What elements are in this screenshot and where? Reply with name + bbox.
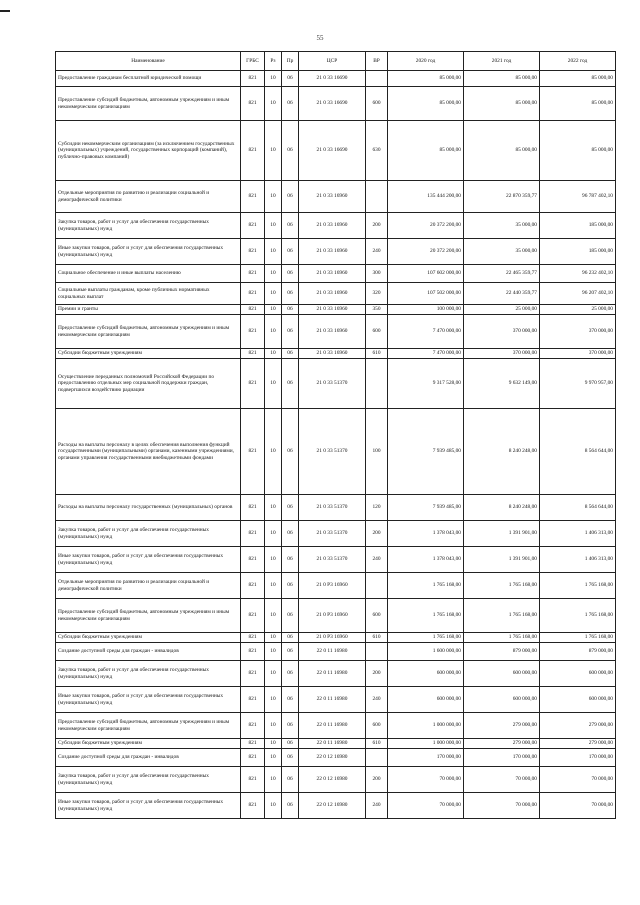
row-2021-cell: 25 000,00: [464, 305, 540, 315]
row-csr-cell: 21 0 33 16960: [299, 265, 366, 283]
row-grbs-cell: 821: [241, 793, 265, 819]
row-csr-cell: 21 0 P3 16960: [299, 633, 366, 643]
row-2021-cell: 170 000,00: [464, 749, 540, 767]
row-vr-cell: 100: [366, 409, 388, 495]
row-rz-cell: 10: [265, 305, 282, 315]
row-2020-cell: 1 765 168,00: [388, 573, 464, 599]
row-name-cell: Субсидии бюджетным учреждениям: [56, 739, 241, 749]
row-csr-cell: 21 0 33 16690: [299, 71, 366, 87]
table-row: [56, 793, 616, 819]
row-2021-cell: 1 765 168,00: [464, 633, 540, 643]
row-rz-cell: 10: [265, 633, 282, 643]
row-2020-cell: 100 000,00: [388, 305, 464, 315]
row-2022-cell: 9 970 957,00: [540, 359, 616, 409]
row-2022-cell: 170 000,00: [540, 749, 616, 767]
table-row: [56, 739, 616, 749]
row-vr-cell: 200: [366, 213, 388, 239]
row-2021-cell: 70 000,00: [464, 767, 540, 793]
row-2022-cell: 370 000,00: [540, 315, 616, 349]
table-row: [56, 283, 616, 305]
row-csr-cell: 22 0 11 16980: [299, 739, 366, 749]
row-vr-cell: 610: [366, 349, 388, 359]
row-2020-cell: 1 600 000,00: [388, 643, 464, 661]
header-rz: Рз: [265, 52, 282, 71]
row-2021-cell: 85 000,00: [464, 71, 540, 87]
row-csr-cell: 21 0 33 16960: [299, 349, 366, 359]
row-csr-cell: 21 0 33 16960: [299, 239, 366, 265]
table-row: [56, 305, 616, 315]
row-grbs-cell: 821: [241, 213, 265, 239]
row-pr-cell: 06: [282, 409, 299, 495]
row-pr-cell: 06: [282, 599, 299, 633]
row-name-cell: Иные закупки товаров, работ и услуг для обеспечения государственных (муниципальных) нужд: [56, 687, 241, 713]
row-2020-cell: 20 372 200,00: [388, 213, 464, 239]
table-row: [56, 315, 616, 349]
table-row: [56, 687, 616, 713]
row-name-cell: Создание доступной среды для граждан - инвалидов: [56, 749, 241, 767]
row-name-cell: Отдельные мероприятия по развитию и реализации социальной и демографической политики: [56, 181, 241, 213]
table-row: [56, 349, 616, 359]
page-number: 55: [316, 34, 324, 42]
row-pr-cell: 06: [282, 71, 299, 87]
row-vr-cell: 240: [366, 793, 388, 819]
row-2020-cell: 170 000,00: [388, 749, 464, 767]
row-grbs-cell: 821: [241, 749, 265, 767]
row-2022-cell: 185 000,00: [540, 239, 616, 265]
row-grbs-cell: 821: [241, 687, 265, 713]
row-vr-cell: 600: [366, 315, 388, 349]
row-grbs-cell: 821: [241, 305, 265, 315]
row-2022-cell: 1 406 313,00: [540, 521, 616, 547]
table-row: [56, 87, 616, 121]
row-vr-cell: 200: [366, 767, 388, 793]
row-grbs-cell: 821: [241, 599, 265, 633]
row-pr-cell: 06: [282, 739, 299, 749]
row-pr-cell: 06: [282, 573, 299, 599]
row-rz-cell: 10: [265, 793, 282, 819]
row-grbs-cell: 821: [241, 573, 265, 599]
row-2020-cell: 7 939 485,00: [388, 409, 464, 495]
row-2021-cell: 85 000,00: [464, 87, 540, 121]
row-2022-cell: 370 000,00: [540, 349, 616, 359]
row-rz-cell: 10: [265, 181, 282, 213]
row-name-cell: Создание доступной среды для граждан - инвалидов: [56, 643, 241, 661]
row-rz-cell: 10: [265, 213, 282, 239]
table-row: [56, 633, 616, 643]
row-rz-cell: 10: [265, 71, 282, 87]
row-name-cell: Предоставление гражданам бесплатной юридической помощи: [56, 71, 241, 87]
row-grbs-cell: 821: [241, 315, 265, 349]
row-2020-cell: 9 317 528,00: [388, 359, 464, 409]
table-row: [56, 359, 616, 409]
table-row: [56, 547, 616, 573]
header-2022: 2022 год: [540, 52, 616, 71]
row-2022-cell: 8 564 644,00: [540, 495, 616, 521]
row-grbs-cell: 821: [241, 181, 265, 213]
row-pr-cell: 06: [282, 349, 299, 359]
row-name-cell: Расходы на выплаты персоналу государственных (муниципальных) органов: [56, 495, 241, 521]
row-2022-cell: 96 207 402,10: [540, 283, 616, 305]
row-vr-cell: 320: [366, 283, 388, 305]
table-row: [56, 573, 616, 599]
row-2020-cell: 7 939 485,00: [388, 495, 464, 521]
row-vr-cell: [366, 573, 388, 599]
row-2020-cell: 107 502 000,00: [388, 283, 464, 305]
row-2022-cell: 600 000,00: [540, 661, 616, 687]
table-row: [56, 521, 616, 547]
row-csr-cell: 22 0 11 16980: [299, 643, 366, 661]
row-name-cell: Иные закупки товаров, работ и услуг для обеспечения государственных (муниципальных) нужд: [56, 547, 241, 573]
row-name-cell: Социальные выплаты гражданам, кроме публичных нормативных социальных выплат: [56, 283, 241, 305]
row-grbs-cell: 821: [241, 547, 265, 573]
row-rz-cell: 10: [265, 283, 282, 305]
row-2021-cell: 1 391 901,00: [464, 547, 540, 573]
row-vr-cell: [366, 181, 388, 213]
row-pr-cell: 06: [282, 749, 299, 767]
row-pr-cell: 06: [282, 767, 299, 793]
row-pr-cell: 06: [282, 121, 299, 181]
table-row: [56, 121, 616, 181]
row-vr-cell: 240: [366, 547, 388, 573]
row-2021-cell: 370 000,00: [464, 349, 540, 359]
row-2020-cell: 1 765 168,00: [388, 633, 464, 643]
row-name-cell: Закупка товаров, работ и услуг для обеспечения государственных (муниципальных) нужд: [56, 661, 241, 687]
row-2022-cell: 1 765 168,00: [540, 633, 616, 643]
row-pr-cell: 06: [282, 283, 299, 305]
row-2021-cell: 35 000,00: [464, 213, 540, 239]
row-csr-cell: 22 0 11 16980: [299, 661, 366, 687]
row-csr-cell: 22 0 12 16980: [299, 749, 366, 767]
row-2021-cell: 8 240 248,00: [464, 495, 540, 521]
row-2021-cell: 600 000,00: [464, 687, 540, 713]
row-2020-cell: 1 378 043,00: [388, 521, 464, 547]
row-vr-cell: 300: [366, 265, 388, 283]
row-pr-cell: 06: [282, 495, 299, 521]
row-2021-cell: 9 632 149,00: [464, 359, 540, 409]
row-2020-cell: 20 372 200,00: [388, 239, 464, 265]
row-vr-cell: 630: [366, 121, 388, 181]
row-2021-cell: 8 240 248,00: [464, 409, 540, 495]
row-2020-cell: 85 000,00: [388, 87, 464, 121]
row-csr-cell: 21 0 33 16960: [299, 315, 366, 349]
row-grbs-cell: 821: [241, 239, 265, 265]
row-pr-cell: 06: [282, 181, 299, 213]
row-csr-cell: 21 0 P3 16960: [299, 599, 366, 633]
row-2022-cell: 85 000,00: [540, 121, 616, 181]
row-2021-cell: 279 000,00: [464, 739, 540, 749]
table-row: [56, 265, 616, 283]
row-name-cell: Расходы на выплаты персоналу в целях обеспечения выполнения функций государственными (муниципальными) органами, казенными учреждениями, органами управления государственными внебюджетными фондами: [56, 409, 241, 495]
row-csr-cell: 21 0 33 51370: [299, 359, 366, 409]
row-name-cell: Субсидии некоммерческим организациям (за исключением государственных (муниципальных) учреждений, государственных корпораций (компаний), публично-правовых компаний): [56, 121, 241, 181]
row-vr-cell: [366, 71, 388, 87]
row-pr-cell: 06: [282, 213, 299, 239]
row-name-cell: Предоставление субсидий бюджетным, автономным учреждениям и иным некоммерческим организациям: [56, 713, 241, 739]
row-pr-cell: 06: [282, 265, 299, 283]
row-2020-cell: 7 470 000,00: [388, 315, 464, 349]
row-2021-cell: 22 870 359,77: [464, 181, 540, 213]
row-csr-cell: 22 0 12 16980: [299, 793, 366, 819]
row-grbs-cell: 821: [241, 283, 265, 305]
row-grbs-cell: 821: [241, 521, 265, 547]
row-2020-cell: 1 765 168,00: [388, 599, 464, 633]
row-2022-cell: 8 564 644,00: [540, 409, 616, 495]
row-pr-cell: 06: [282, 359, 299, 409]
row-name-cell: Премии и гранты: [56, 305, 241, 315]
row-rz-cell: 10: [265, 687, 282, 713]
row-2020-cell: 85 000,00: [388, 121, 464, 181]
table-body: [56, 71, 616, 819]
row-name-cell: Предоставление субсидий бюджетным, автономным учреждениям и иным некоммерческим организациям: [56, 315, 241, 349]
row-csr-cell: 22 0 11 16980: [299, 687, 366, 713]
row-pr-cell: 06: [282, 793, 299, 819]
row-2022-cell: 185 000,00: [540, 213, 616, 239]
row-rz-cell: 10: [265, 495, 282, 521]
row-grbs-cell: 821: [241, 71, 265, 87]
row-2020-cell: 135 444 200,00: [388, 181, 464, 213]
table-row: [56, 713, 616, 739]
row-rz-cell: 10: [265, 713, 282, 739]
row-grbs-cell: 821: [241, 643, 265, 661]
row-2021-cell: 1 391 901,00: [464, 521, 540, 547]
row-2021-cell: 70 000,00: [464, 793, 540, 819]
header-csr: ЦСР: [299, 52, 366, 71]
row-vr-cell: [366, 749, 388, 767]
row-2020-cell: 1 000 000,00: [388, 713, 464, 739]
row-rz-cell: 10: [265, 121, 282, 181]
row-2022-cell: 96 787 402,10: [540, 181, 616, 213]
row-rz-cell: 10: [265, 661, 282, 687]
table-row: [56, 643, 616, 661]
row-2022-cell: 1 406 313,00: [540, 547, 616, 573]
row-csr-cell: 22 0 12 16980: [299, 767, 366, 793]
row-name-cell: Закупка товаров, работ и услуг для обеспечения государственных (муниципальных) нужд: [56, 521, 241, 547]
table-row: [56, 749, 616, 767]
row-2022-cell: 25 000,00: [540, 305, 616, 315]
row-rz-cell: 10: [265, 359, 282, 409]
row-2020-cell: 107 602 000,00: [388, 265, 464, 283]
row-2022-cell: 1 765 168,00: [540, 573, 616, 599]
row-csr-cell: 21 0 P3 16960: [299, 573, 366, 599]
row-2021-cell: 85 000,00: [464, 121, 540, 181]
row-name-cell: Осуществление переданных полномочий Российской Федерации по предоставлению отдельных мер социальной поддержки граждан, подвергшихся воздействию радиации: [56, 359, 241, 409]
row-vr-cell: 120: [366, 495, 388, 521]
row-2021-cell: 1 765 168,00: [464, 573, 540, 599]
header-grbs: ГРБС: [241, 52, 265, 71]
row-rz-cell: 10: [265, 739, 282, 749]
row-vr-cell: 240: [366, 687, 388, 713]
table-row: [56, 767, 616, 793]
row-2020-cell: 1 000 000,00: [388, 739, 464, 749]
header-vr: ВР: [366, 52, 388, 71]
row-grbs-cell: 821: [241, 359, 265, 409]
row-pr-cell: 06: [282, 713, 299, 739]
row-2022-cell: 879 000,00: [540, 643, 616, 661]
row-name-cell: Иные закупки товаров, работ и услуг для обеспечения государственных (муниципальных) нужд: [56, 239, 241, 265]
row-csr-cell: 21 0 33 16960: [299, 305, 366, 315]
row-csr-cell: 21 0 33 16960: [299, 181, 366, 213]
table-row: [56, 661, 616, 687]
row-2022-cell: 85 000,00: [540, 87, 616, 121]
row-pr-cell: 06: [282, 643, 299, 661]
header-2021: 2021 год: [464, 52, 540, 71]
row-rz-cell: 10: [265, 547, 282, 573]
row-2020-cell: 1 378 043,00: [388, 547, 464, 573]
row-2021-cell: 600 000,00: [464, 661, 540, 687]
row-rz-cell: 10: [265, 349, 282, 359]
row-grbs-cell: 821: [241, 87, 265, 121]
row-pr-cell: 06: [282, 633, 299, 643]
row-2022-cell: 70 000,00: [540, 793, 616, 819]
row-2021-cell: 22 465 359,77: [464, 265, 540, 283]
row-csr-cell: 22 0 11 16980: [299, 713, 366, 739]
row-vr-cell: 610: [366, 633, 388, 643]
row-grbs-cell: 821: [241, 633, 265, 643]
row-rz-cell: 10: [265, 521, 282, 547]
row-pr-cell: 06: [282, 547, 299, 573]
header-pr: Пр: [282, 52, 299, 71]
row-csr-cell: 21 0 33 51370: [299, 409, 366, 495]
row-grbs-cell: 821: [241, 495, 265, 521]
row-vr-cell: [366, 359, 388, 409]
row-grbs-cell: 821: [241, 409, 265, 495]
table-header-row: [56, 52, 616, 71]
row-rz-cell: 10: [265, 599, 282, 633]
row-name-cell: Закупка товаров, работ и услуг для обеспечения государственных (муниципальных) нужд: [56, 213, 241, 239]
row-2021-cell: 279 000,00: [464, 713, 540, 739]
table-row: [56, 495, 616, 521]
page-edge-mark: [0, 10, 10, 12]
row-grbs-cell: 821: [241, 661, 265, 687]
row-2022-cell: 279 000,00: [540, 713, 616, 739]
header-2020: 2020 год: [388, 52, 464, 71]
row-name-cell: Закупка товаров, работ и услуг для обеспечения государственных (муниципальных) нужд: [56, 767, 241, 793]
row-name-cell: Субсидии бюджетным учреждениям: [56, 349, 241, 359]
row-2022-cell: 1 765 168,00: [540, 599, 616, 633]
row-2020-cell: 7 470 000,00: [388, 349, 464, 359]
row-rz-cell: 10: [265, 409, 282, 495]
row-grbs-cell: 821: [241, 265, 265, 283]
row-rz-cell: 10: [265, 239, 282, 265]
row-csr-cell: 21 0 33 51370: [299, 547, 366, 573]
row-vr-cell: 600: [366, 713, 388, 739]
row-pr-cell: 06: [282, 521, 299, 547]
row-2022-cell: 600 000,00: [540, 687, 616, 713]
row-rz-cell: 10: [265, 643, 282, 661]
table-row: [56, 239, 616, 265]
row-2020-cell: 70 000,00: [388, 793, 464, 819]
row-2020-cell: 85 000,00: [388, 71, 464, 87]
row-rz-cell: 10: [265, 265, 282, 283]
row-name-cell: Отдельные мероприятия по развитию и реализации социальной и демографической политики: [56, 573, 241, 599]
row-vr-cell: 200: [366, 521, 388, 547]
row-2022-cell: 279 000,00: [540, 739, 616, 749]
row-pr-cell: 06: [282, 239, 299, 265]
row-csr-cell: 21 0 33 51370: [299, 521, 366, 547]
row-grbs-cell: 821: [241, 121, 265, 181]
row-csr-cell: 21 0 33 16690: [299, 121, 366, 181]
row-vr-cell: 600: [366, 87, 388, 121]
row-pr-cell: 06: [282, 305, 299, 315]
row-pr-cell: 06: [282, 687, 299, 713]
row-pr-cell: 06: [282, 661, 299, 687]
row-vr-cell: 240: [366, 239, 388, 265]
table-row: [56, 213, 616, 239]
row-name-cell: Субсидии бюджетным учреждениям: [56, 633, 241, 643]
row-rz-cell: 10: [265, 749, 282, 767]
row-vr-cell: [366, 643, 388, 661]
row-grbs-cell: 821: [241, 739, 265, 749]
row-2022-cell: 85 000,00: [540, 71, 616, 87]
row-2021-cell: 22 440 359,77: [464, 283, 540, 305]
row-vr-cell: 600: [366, 599, 388, 633]
row-vr-cell: 200: [366, 661, 388, 687]
row-csr-cell: 21 0 33 16960: [299, 283, 366, 305]
table-row: [56, 409, 616, 495]
row-grbs-cell: 821: [241, 713, 265, 739]
row-vr-cell: 610: [366, 739, 388, 749]
row-2021-cell: 879 000,00: [464, 643, 540, 661]
row-2020-cell: 70 000,00: [388, 767, 464, 793]
header-name: Наименование: [56, 52, 241, 71]
table-row: [56, 599, 616, 633]
row-rz-cell: 10: [265, 87, 282, 121]
row-grbs-cell: 821: [241, 767, 265, 793]
row-pr-cell: 06: [282, 315, 299, 349]
row-pr-cell: 06: [282, 87, 299, 121]
row-2022-cell: 96 232 402,10: [540, 265, 616, 283]
row-2022-cell: 70 000,00: [540, 767, 616, 793]
row-2020-cell: 600 000,00: [388, 661, 464, 687]
row-rz-cell: 10: [265, 573, 282, 599]
row-2021-cell: 35 000,00: [464, 239, 540, 265]
row-name-cell: Предоставление субсидий бюджетным, автономным учреждениям и иным некоммерческим организациям: [56, 87, 241, 121]
row-2021-cell: 370 000,00: [464, 315, 540, 349]
budget-table: [55, 51, 616, 819]
row-2020-cell: 600 000,00: [388, 687, 464, 713]
row-name-cell: Иные закупки товаров, работ и услуг для обеспечения государственных (муниципальных) нужд: [56, 793, 241, 819]
table-row: [56, 181, 616, 213]
row-csr-cell: 21 0 33 16960: [299, 213, 366, 239]
row-name-cell: Предоставление субсидий бюджетным, автономным учреждениям и иным некоммерческим организациям: [56, 599, 241, 633]
row-csr-cell: 21 0 33 16690: [299, 87, 366, 121]
row-2021-cell: 1 765 168,00: [464, 599, 540, 633]
row-vr-cell: 350: [366, 305, 388, 315]
row-rz-cell: 10: [265, 315, 282, 349]
row-name-cell: Социальное обеспечение и иные выплаты населению: [56, 265, 241, 283]
row-csr-cell: 21 0 33 51370: [299, 495, 366, 521]
row-rz-cell: 10: [265, 767, 282, 793]
row-grbs-cell: 821: [241, 349, 265, 359]
table-row: [56, 71, 616, 87]
